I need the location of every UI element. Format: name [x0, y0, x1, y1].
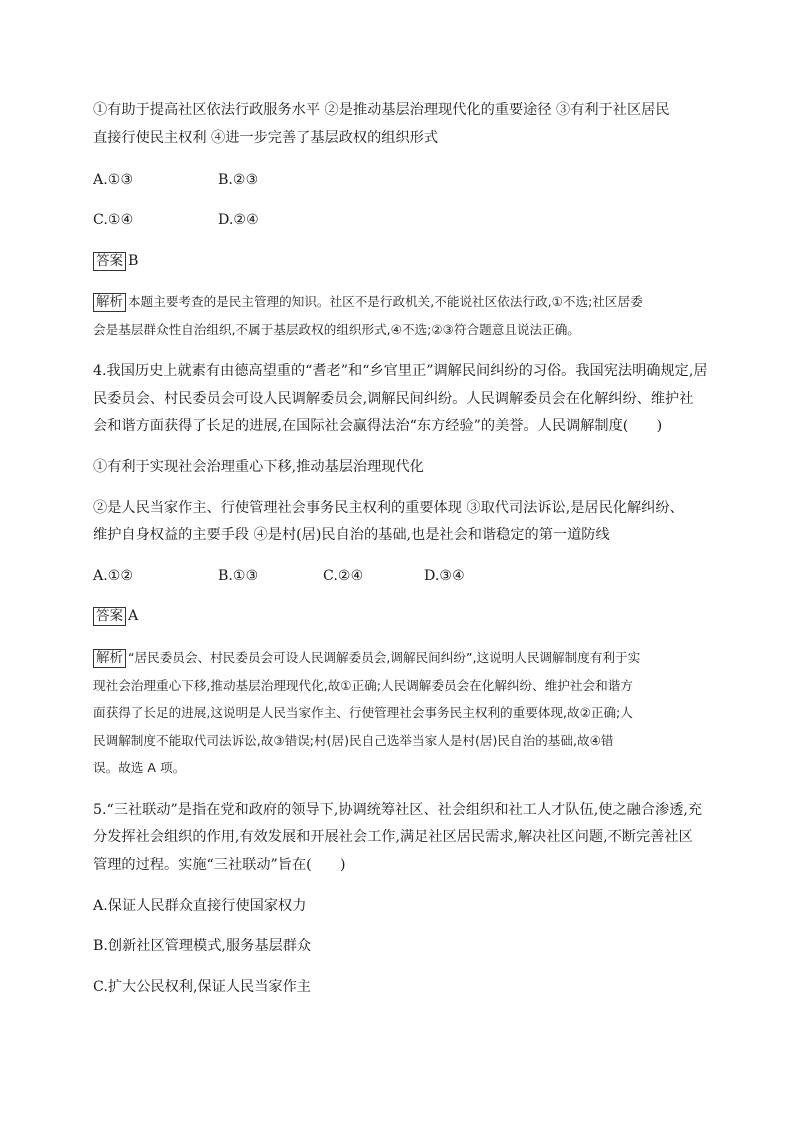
q4-statements-line2: 维护自身权益的主要手段 ④是村(居)民自治的基础,也是社会和谐稳定的第一道防线 — [93, 527, 610, 543]
q4-analysis-line1 — [93, 648, 640, 668]
q5-stem-line1: 5.“三社联动”是指在党和政府的领导下,协调统筹社区、社会组织和社工人才队伍,使之融合渗透,充 — [93, 802, 703, 818]
q3-analysis-line2: 会是基层群众性自治组织,不属于基层政权的组织形式,④不选;②③符合题意且说法正确。 — [93, 322, 580, 337]
q4-statements-line1: ②是人民当家作主、行使管理社会事务民主权利的重要体现 ③取代司法诉讼,是居民化解纠纷、 — [93, 500, 684, 516]
q4-analysis-line5: 误。故选 A 项。 — [93, 760, 186, 775]
q4-answer — [93, 606, 138, 626]
q3-option-a: A.①③ — [93, 172, 134, 188]
q3-option-c: C.①④ — [93, 212, 134, 228]
q4-option-d: D.③④ — [424, 568, 465, 584]
q4-option-b: B.①③ — [218, 568, 259, 584]
q3-analysis-line1 — [93, 292, 643, 312]
q4-option-a: A.①② — [93, 568, 134, 584]
q3-statements-line2: 直接行使民主权利 ④进一步完善了基层政权的组织形式 — [93, 130, 439, 146]
analysis-label-box: 解析 — [93, 649, 126, 668]
q5-option-b: B.创新社区管理模式,服务基层群众 — [93, 938, 312, 954]
analysis-text: 本题主要考查的是民主管理的知识。社区不是行政机关,不能说社区依法行政,①不选;社区居委 — [128, 294, 643, 309]
q4-stem-line2: 民委员会、村民委员会可设人民调解委员会,调解民间纠纷。人民调解委员会在化解纠纷、维护社 — [93, 391, 694, 407]
q3-option-b: B.②③ — [218, 172, 259, 188]
q4-analysis-line2: 现社会治理重心下移,推动基层治理现代化,故①正确;人民调解委员会在化解纠纷、维护社会和谐方 — [93, 678, 633, 693]
q5-option-c: C.扩大公民权利,保证人民当家作主 — [93, 979, 311, 995]
answer-label-box: 答案 — [93, 252, 126, 271]
q4-analysis-line4: 民调解制度不能取代司法诉讼,故③错误;村(居)民自己选举当家人是村(居)民自治的基础,故④错 — [93, 733, 614, 748]
q5-option-a: A.保证人民群众直接行使国家权力 — [93, 898, 307, 914]
q3-answer — [93, 251, 138, 271]
q4-analysis-line3: 面获得了长足的进展,这说明是人民当家作主、行使管理社会事务民主权利的重要体现,故②正确;人 — [93, 705, 633, 720]
q3-statements-line1: ①有助于提高社区依法行政服务水平 ②是推动基层治理现代化的重要途径 ③有利于社区居民 — [93, 102, 670, 118]
q4-statement-1: ①有利于实现社会治理重心下移,推动基层治理现代化 — [93, 459, 424, 475]
q4-stem-line3: 会和谐方面获得了长足的进展,在国际社会赢得法治“东方经验”的美誉。人民调解制度( ) — [93, 418, 663, 434]
analysis-text: “居民委员会、村民委员会可设人民调解委员会,调解民间纠纷”,这说明人民调解制度有利于实 — [128, 650, 641, 665]
q3-option-d: D.②④ — [218, 212, 259, 228]
analysis-label-box: 解析 — [93, 293, 126, 312]
answer-label-box: 答案 — [93, 607, 126, 626]
q4-stem-line1: 4.我国历史上就素有由德高望重的“耆老”和“乡官里正”调解民间纠纷的习俗。我国宪法明确规定,居 — [93, 363, 708, 379]
q4-option-c: C.②④ — [323, 568, 364, 584]
q5-stem-line3: 管理的过程。实施“三社联动”旨在( ) — [93, 857, 346, 873]
answer-value: A — [128, 608, 139, 624]
answer-value: B — [128, 253, 139, 269]
q5-stem-line2: 分发挥社会组织的作用,有效发展和开展社会工作,满足社区居民需求,解决社区问题,不断完善社区 — [93, 829, 693, 845]
